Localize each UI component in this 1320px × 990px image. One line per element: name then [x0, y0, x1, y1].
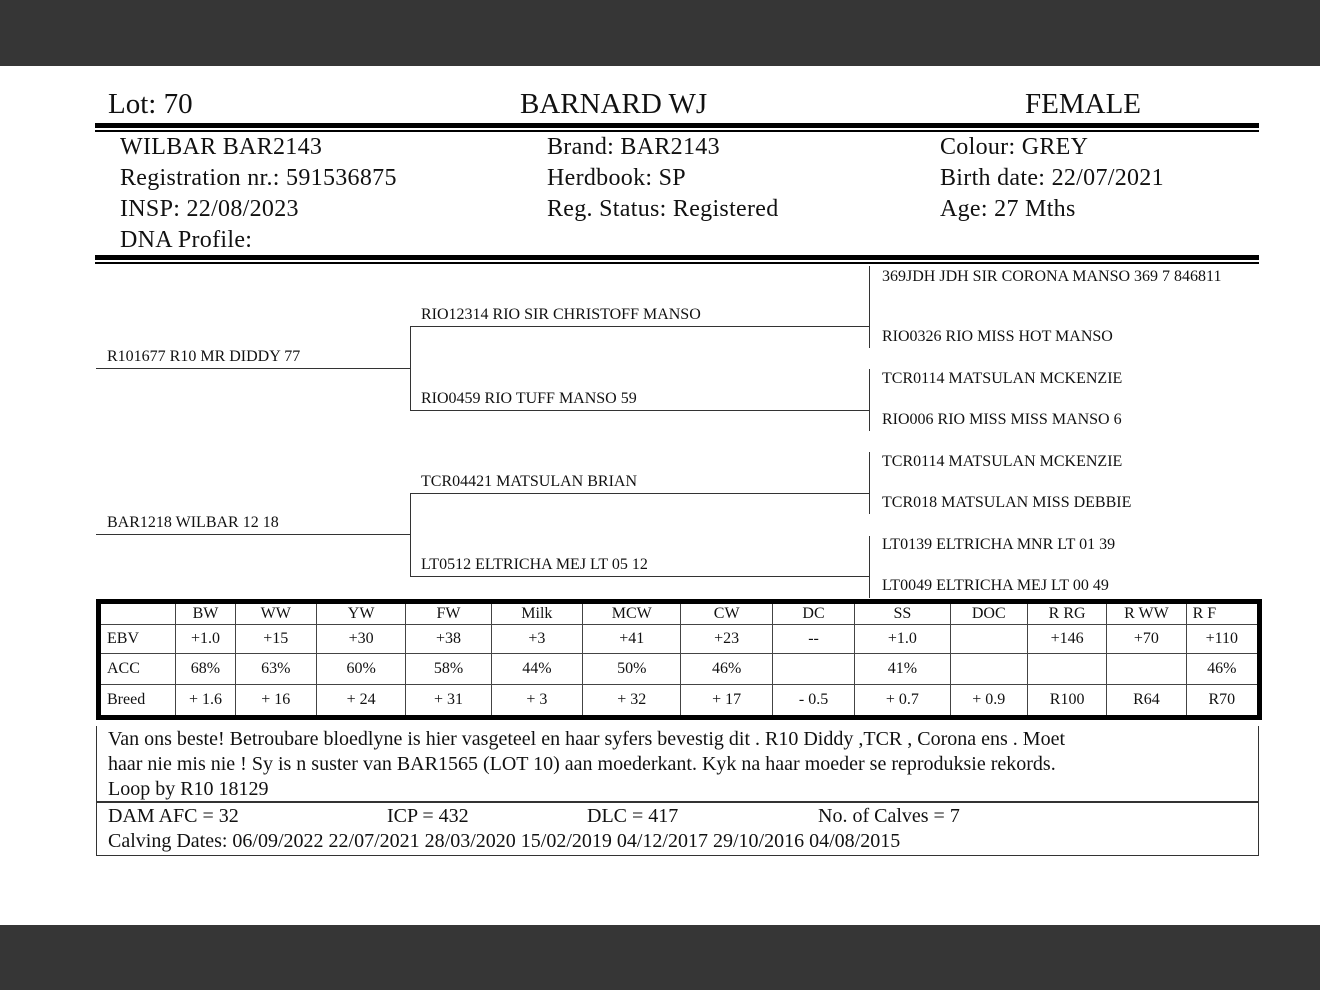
dam-line — [96, 534, 411, 535]
table-cell: + 17 — [681, 685, 772, 718]
table-cell: + 16 — [235, 685, 316, 718]
sire-dam-line — [410, 410, 870, 411]
comment-line-3: Loop by R10 18129 — [108, 778, 269, 800]
column-header: BW — [176, 602, 235, 625]
table-cell: 63% — [235, 654, 316, 685]
comment-line-1: Van ons beste! Betroubare bloedlyne is hier vasgeteel en haar syfers bevestig dit . R10 Diddy ,TCR , Corona ens . Moet — [108, 728, 1066, 750]
table-cell: +41 — [583, 625, 681, 654]
table-cell: +38 — [406, 625, 491, 654]
sire-line — [96, 368, 411, 369]
column-header: MCW — [583, 602, 681, 625]
ggp-bracket-3 — [869, 452, 870, 514]
age: Age: 27 Mths — [940, 196, 1076, 222]
pedigree-dam: BAR1218 WILBAR 12 18 — [107, 514, 279, 531]
sire-bracket — [410, 326, 411, 410]
pedigree-ggp-1: 369JDH JDH SIR CORONA MANSO 369 7 846811 — [882, 268, 1222, 285]
dam-afc: DAM AFC = 32 — [108, 805, 239, 827]
animal-name: WILBAR BAR2143 — [120, 134, 323, 160]
column-header: Milk — [491, 602, 582, 625]
ggp-bracket-2 — [869, 369, 870, 431]
ggp-bracket-1 — [869, 266, 870, 348]
column-header: R RG — [1027, 602, 1106, 625]
colour: Colour: GREY — [940, 134, 1089, 160]
comment-box — [96, 726, 1259, 802]
table-cell: +23 — [681, 625, 772, 654]
pedigree-ggp-7: LT0139 ELTRICHA MNR LT 01 39 — [882, 536, 1116, 553]
column-header: WW — [235, 602, 316, 625]
pedigree-ggp-4: RIO006 RIO MISS MISS MANSO 6 — [882, 411, 1122, 428]
table-cell: + 0.9 — [950, 685, 1027, 718]
table-cell: +3 — [491, 625, 582, 654]
table-cell: 60% — [316, 654, 405, 685]
column-header: DC — [772, 602, 854, 625]
row-label: Breed — [99, 685, 176, 718]
table-cell: 58% — [406, 654, 491, 685]
dam-dlc: DLC = 417 — [587, 805, 679, 827]
table-cell: + 31 — [406, 685, 491, 718]
table-cell — [950, 625, 1027, 654]
table-cell: + 1.6 — [176, 685, 235, 718]
info-rule-thin — [95, 262, 1259, 264]
table-cell: + 32 — [583, 685, 681, 718]
registration-status: Reg. Status: Registered — [547, 196, 779, 222]
column-header — [99, 602, 176, 625]
column-header: DOC — [950, 602, 1027, 625]
table-cell: 44% — [491, 654, 582, 685]
table-cell: 68% — [176, 654, 235, 685]
dam-icp: ICP = 432 — [387, 805, 469, 827]
dam-sire-line — [410, 493, 870, 494]
sire-sire-line — [410, 326, 870, 327]
table-cell — [772, 654, 854, 685]
table-cell: R70 — [1186, 685, 1259, 718]
lot-number: Lot: 70 — [108, 88, 193, 120]
dam-dam-line — [410, 576, 870, 577]
bottom-band — [0, 925, 1320, 990]
table-cell: +15 — [235, 625, 316, 654]
pedigree-dam-sire: TCR04421 MATSULAN BRIAN — [421, 473, 638, 490]
column-header: R F — [1186, 602, 1259, 625]
ggp-bracket-4 — [869, 536, 870, 598]
table-cell: - 0.5 — [772, 685, 854, 718]
pedigree-sire: R101677 R10 MR DIDDY 77 — [107, 348, 301, 365]
inspection-date: INSP: 22/08/2023 — [120, 196, 299, 222]
pedigree-ggp-5: TCR0114 MATSULAN MCKENZIE — [882, 453, 1123, 470]
top-band — [0, 0, 1320, 66]
table-cell: + 3 — [491, 685, 582, 718]
table-cell: 46% — [681, 654, 772, 685]
row-label: EBV — [99, 625, 176, 654]
table-cell: + 0.7 — [855, 685, 950, 718]
table-cell: +30 — [316, 625, 405, 654]
pedigree-ggp-3: TCR0114 MATSULAN MCKENZIE — [882, 370, 1123, 387]
ebv-table — [96, 599, 1262, 720]
pedigree-ggp-8: LT0049 ELTRICHA MEJ LT 00 49 — [882, 577, 1109, 594]
table-cell — [950, 654, 1027, 685]
calving-dates: Calving Dates: 06/09/2022 22/07/2021 28/03/2020 15/02/2019 04/12/2017 29/10/2016 04/08/2015 — [108, 830, 901, 852]
breeder-name: BARNARD WJ — [520, 88, 708, 120]
dam-record-box — [96, 802, 1259, 856]
column-header: R WW — [1107, 602, 1186, 625]
pedigree-ggp-6: TCR018 MATSULAN MISS DEBBIE — [882, 494, 1132, 511]
comment-line-2: haar nie mis nie ! Sy is n suster van BAR1565 (LOT 10) aan moederkant. Kyk na haar moeder se reproduksie rekords. — [108, 753, 1056, 775]
pedigree-sire-sire: RIO12314 RIO SIR CHRISTOFF MANSO — [421, 306, 701, 323]
column-header: YW — [316, 602, 405, 625]
herdbook: Herdbook: SP — [547, 165, 686, 191]
pedigree-sire-dam: RIO0459 RIO TUFF MANSO 59 — [421, 390, 637, 407]
table-cell: R100 — [1027, 685, 1106, 718]
table-cell: -- — [772, 625, 854, 654]
pedigree-ggp-2: RIO0326 RIO MISS HOT MANSO — [882, 328, 1113, 345]
table-row-breed — [99, 685, 1260, 718]
dam-bracket — [410, 493, 411, 577]
table-cell: +146 — [1027, 625, 1106, 654]
column-header: FW — [406, 602, 491, 625]
animal-sex: FEMALE — [1025, 88, 1141, 120]
brand: Brand: BAR2143 — [547, 134, 720, 160]
table-cell: 41% — [855, 654, 950, 685]
table-cell: +1.0 — [176, 625, 235, 654]
table-cell: 46% — [1186, 654, 1259, 685]
dam-calves: No. of Calves = 7 — [818, 805, 960, 827]
pedigree-dam-dam: LT0512 ELTRICHA MEJ LT 05 12 — [421, 556, 648, 573]
column-header: CW — [681, 602, 772, 625]
birth-date: Birth date: 22/07/2021 — [940, 165, 1164, 191]
table-cell: R64 — [1107, 685, 1186, 718]
registration-number: Registration nr.: 591536875 — [120, 165, 397, 191]
table-cell — [1107, 654, 1186, 685]
header-rule-top — [95, 123, 1259, 128]
table-header-row — [99, 602, 1260, 625]
table-cell: +1.0 — [855, 625, 950, 654]
table-cell: 50% — [583, 654, 681, 685]
table-row-ebv — [99, 625, 1260, 654]
table-cell: + 24 — [316, 685, 405, 718]
lot-card — [0, 66, 1320, 925]
column-header: SS — [855, 602, 950, 625]
row-label: ACC — [99, 654, 176, 685]
header-rule-thin — [95, 130, 1259, 132]
table-cell: +110 — [1186, 625, 1259, 654]
table-cell — [1027, 654, 1106, 685]
dna-profile: DNA Profile: — [120, 227, 253, 253]
table-cell: +70 — [1107, 625, 1186, 654]
info-rule-thick — [95, 255, 1259, 260]
table-row-acc — [99, 654, 1260, 685]
